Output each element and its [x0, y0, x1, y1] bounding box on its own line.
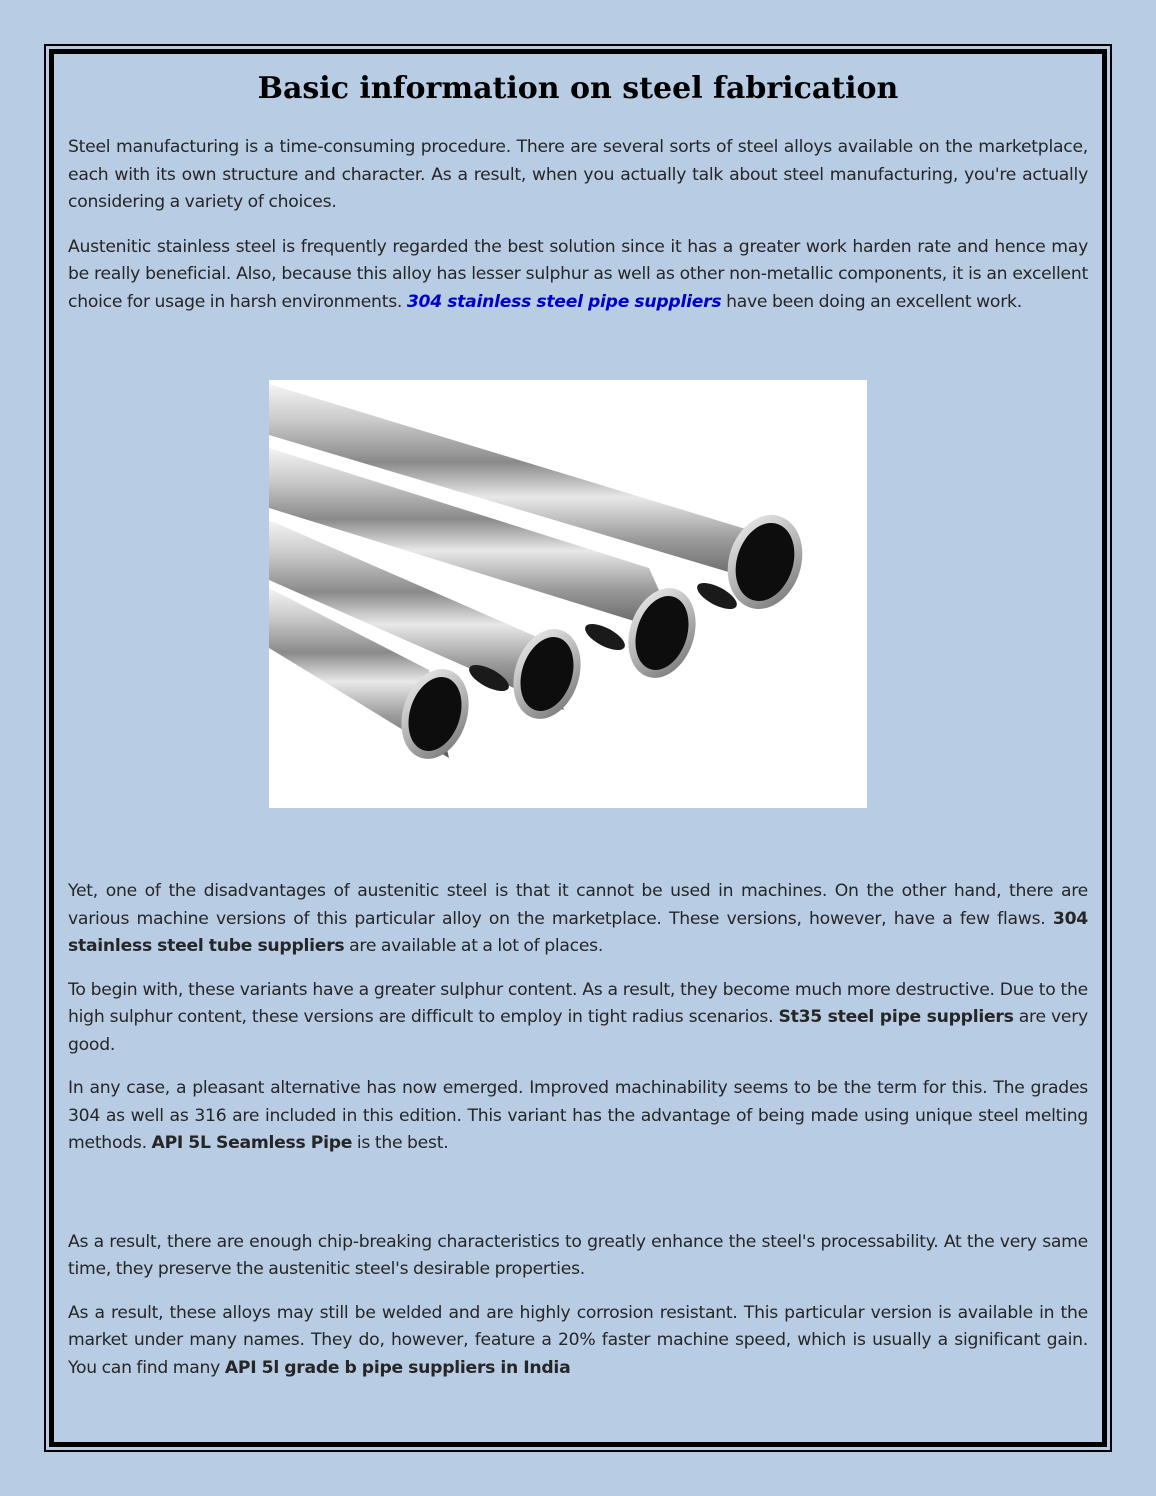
- steel-pipes-image: [269, 380, 867, 808]
- document-body: [68, 68, 1088, 1382]
- paragraph-disadvantages: [68, 878, 1088, 961]
- keyword-api-5l-seamless: API 5L Seamless Pipe: [151, 1133, 353, 1153]
- paragraph-chip-breaking: [68, 1229, 1088, 1284]
- paragraph-sulphur: [68, 977, 1088, 1060]
- keyword-st35-pipe-suppliers: St35 steel pipe suppliers: [778, 1007, 1014, 1027]
- paragraph-text: As a result, these alloys may still be welded and are highly corrosion resistant. This particular version is available in the market under many names. They do, however, feature a 20% faster machine speed, which is usually a significant gain. You can find many: [68, 1302, 1088, 1378]
- paragraph-text: is the best.: [352, 1133, 449, 1153]
- link-304-pipe-suppliers[interactable]: 304 stainless steel pipe suppliers: [406, 291, 722, 312]
- paragraph-text: are available at a lot of places.: [344, 936, 604, 956]
- keyword-304-tube-suppliers: 304 stainless steel tube suppliers: [68, 908, 1088, 956]
- paragraph-text: As a result, there are enough chip-breaking characteristics to greatly enhance the steel's processability. At the very same time, they preserve the austenitic steel's desirable properties.: [68, 1231, 1088, 1279]
- paragraph-intro: [68, 134, 1088, 217]
- paragraph-machinability: [68, 1075, 1088, 1158]
- paragraph-text: To begin with, these variants have a greater sulphur content. As a result, they become much more destructive. Due to the high sulphur content, these versions are difficult to employ in tight radius scenarios.: [68, 979, 1088, 1027]
- paragraph-text: are very good.: [68, 1007, 1088, 1055]
- paragraph-welding: [68, 1300, 1088, 1383]
- document-title: Basic information on steel fabrication: [257, 71, 899, 106]
- paragraph-text: Steel manufacturing is a time-consuming procedure. There are several sorts of steel alloys available on the marketplace, each with its own structure and character. As a result, when you actually talk about steel manufacturing, you're actually considering a variety of choices.: [68, 137, 1088, 212]
- paragraph-text: Austenitic stainless steel is frequently regarded the best solution since it has a greater work harden rate and hence may be really beneficial. Also, because this alloy has lesser sulphur as well as other non-metallic components, it is an excellent choice for usage in harsh environments.: [68, 236, 1088, 312]
- paragraph-text: In any case, a pleasant alternative has now emerged. Improved machinability seems to be the term for this. The grades 304 as well as 316 are included in this edition. This variant has the advantage of being made using unique steel melting methods.: [68, 1078, 1088, 1153]
- paragraph-text: have been doing an excellent work.: [721, 291, 1022, 312]
- keyword-api-5l-grade-b: API 5l grade b pipe suppliers in India: [224, 1357, 571, 1378]
- paragraph-austenitic: [68, 234, 1088, 317]
- paragraph-text: Yet, one of the disadvantages of austenitic steel is that it cannot be used in machines. On the other hand, there are various machine versions of this particular alloy on the marketplace. These versions, however, have a few flaws.: [68, 881, 1088, 929]
